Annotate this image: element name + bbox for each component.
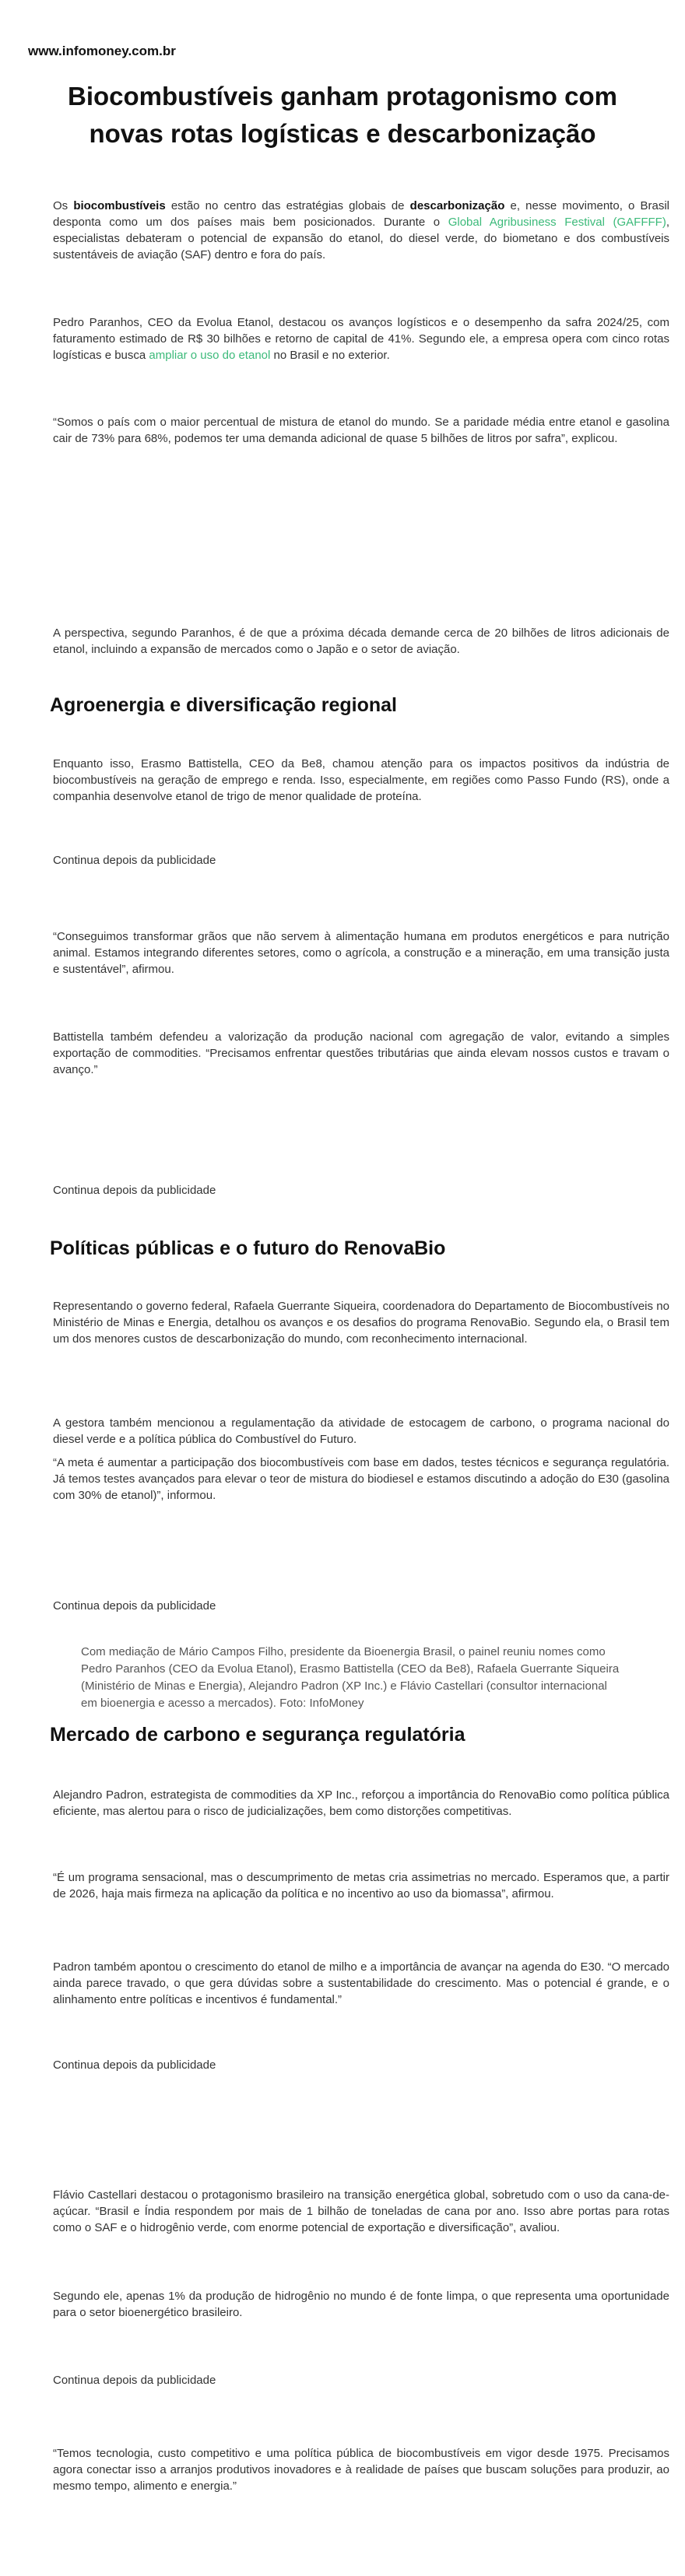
paragraph-quote-castellari: “Temos tecnologia, custo competitivo e uma política pública de biocombustíveis em vigor desde 1975. Precisamos agora conectar isso a arranjos produtivos inovadores e à realidade de países que buscam soluções para produzir, ao mesmo tempo, alimento e energia.” — [53, 2447, 669, 2493]
paragraph-paranhos: Pedro Paranhos, CEO da Evolua Etanol, destacou os avanços logísticos e o desempenho da safra 2024/25, com faturamento estimado de R$ 30 bilhões e retorno de capital de 41%. Segundo ele, a empresa opera com cinco rotas logísticas e busca ampliar o uso do etanol no Brasil e no exterior. — [53, 316, 669, 362]
paragraph-castellari: Flávio Castellari destacou o protagonismo brasileiro na transição energética global, sobretudo com o uso da cana-de-açúcar. “Brasil e Índia respondem por mais de 1 bilhão de toneladas de cana por ano. Isso abre portas para rotas como o SAF e o hidrogênio verde, com enorme potencial de exportação e diversificação”, avaliou. — [53, 2188, 669, 2234]
paragraph-hidrogenio: Segundo ele, apenas 1% da produção de hidrogênio no mundo é de fonte limpa, o que representa uma oportunidade para o setor bioenergético brasileiro. — [53, 2290, 669, 2319]
paragraph-padron: Alejandro Padron, estrategista de commodities da XP Inc., reforçou a importância do RenovaBio como política pública eficiente, mas alertou para o risco de judicializações, bem como distorções competitivas. — [53, 1788, 669, 1818]
paragraph-quote-padron: “É um programa sensacional, mas o descumprimento de metas cria assimetrias no mercado. Esperamos que, a partir de 2026, haja mais firmeza na aplicação da política e no incentivo ao uso da biomassa”, afirmou. — [53, 1871, 669, 1900]
ad-placeholder: Continua depois da publicidade — [53, 1599, 216, 1613]
heading-politicas: Políticas públicas e o futuro do RenovaBio — [50, 1237, 446, 1259]
ad-placeholder: Continua depois da publicidade — [53, 1184, 216, 1197]
heading-mercado: Mercado de carbono e segurança regulatória — [50, 1724, 465, 1746]
paragraph-gestora: A gestora também mencionou a regulamentação da atividade de estocagem de carbono, o programa nacional do diesel verde e a política pública do Combustível do Futuro. — [53, 1416, 669, 1446]
paragraph-quote-paranhos: “Somos o país com o maior percentual de mistura de etanol do mundo. Se a paridade média entre etanol e gasolina cair de 73% para 68%, podemos ter uma demanda adicional de quase 5 bilhões de litros por safra”, explicou. — [53, 416, 669, 445]
heading-agroenergia: Agroenergia e diversificação regional — [50, 694, 397, 716]
paragraph-quote-battistella: “Conseguimos transformar grãos que não servem à alimentação humana em produtos energéticos e para nutrição animal. Estamos integrando diferentes setores, como o agrícola, a construção e a mineração, em uma transição justa e sustentável”, afirmou. — [53, 930, 669, 976]
paragraph-milho: Padron também apontou o crescimento do etanol de milho e a importância de avançar na agenda do E30. “O mercado ainda parece travado, o que gera dúvidas sobre a sustentabilidade do crescimento. Mas o potencial é grande, e o alinhamento entre políticas e incentivos é fundamental.” — [53, 1960, 669, 2006]
site-domain: www.infomoney.com.br — [28, 44, 176, 58]
ad-placeholder: Continua depois da publicidade — [53, 2058, 216, 2072]
paragraph-valorizacao: Battistella também defendeu a valorização da produção nacional com agregação de valor, evitando a simples exportação de commodities. “Precisamos enfrentar questões tributárias que ainda elevam nossos custos e travam o avanço.” — [53, 1030, 669, 1076]
article-title: Biocombustíveis ganham protagonismo com novas rotas logísticas e descarbonização — [68, 82, 617, 148]
paragraph-intro: Os biocombustíveis estão no centro das estratégias globais de descarbonização e, nesse movimento, o Brasil desponta como um dos países mais bem posicionados. Durante o Global Agribusiness Festival (GAFFFF), especialistas debateram o potencial de expansão do etanol, do diesel verde, do biometano e dos combustíveis sustentáveis de aviação (SAF) dentro e fora do país. — [53, 199, 669, 261]
paragraph-quote-siqueira: “A meta é aumentar a participação dos biocombustíveis com base em dados, testes técnicos e segurança regulatória. Já temos testes avançados para elevar o teor de mistura do biodiesel e estamos discutindo a adoção do E30 (gasolina com 30% de etanol)”, informou. — [53, 1456, 669, 1502]
gafff-link[interactable]: Global Agribusiness Festival (GAFFFF) — [448, 216, 666, 229]
ad-placeholder: Continua depois da publicidade — [53, 2374, 216, 2387]
paragraph-siqueira: Representando o governo federal, Rafaela Guerrante Siqueira, coordenadora do Departamento de Biocombustíveis no Ministério de Minas e Energia, detalhou os avanços e os desafios do programa RenovaBio. Segundo ela, o Brasil tem um dos menores custos de descarbonização do mundo, com reconhecimento internacional. — [53, 1300, 669, 1346]
photo-caption: Com mediação de Mário Campos Filho, presidente da Bioenergia Brasil, o painel reuniu nomes como Pedro Paranhos (CEO da Evolua Etanol), Erasmo Battistella (CEO da Be8), Rafaela Guerrante Siqueira (Ministério de Minas e Energia), Alejandro Padron (XP Inc.) e Flávio Castellari (consultor internacional em bioenergia e acesso a mercados). Foto: InfoMoney — [81, 1645, 620, 1710]
paragraph-perspectiva: A perspectiva, segundo Paranhos, é de que a próxima década demande cerca de 20 bilhões de litros adicionais de etanol, incluindo a expansão de mercados como o Japão e o setor de aviação. — [53, 626, 669, 656]
paragraph-battistella: Enquanto isso, Erasmo Battistella, CEO da Be8, chamou atenção para os impactos positivos da indústria de biocombustíveis na geração de emprego e renda. Isso, especialmente, em regiões como Passo Fundo (RS), onde a companhia desenvolve etanol de trigo de menor qualidade de proteína. — [53, 757, 669, 803]
etanol-link[interactable]: ampliar o uso do etanol — [149, 349, 271, 362]
ad-placeholder: Continua depois da publicidade — [53, 854, 216, 867]
